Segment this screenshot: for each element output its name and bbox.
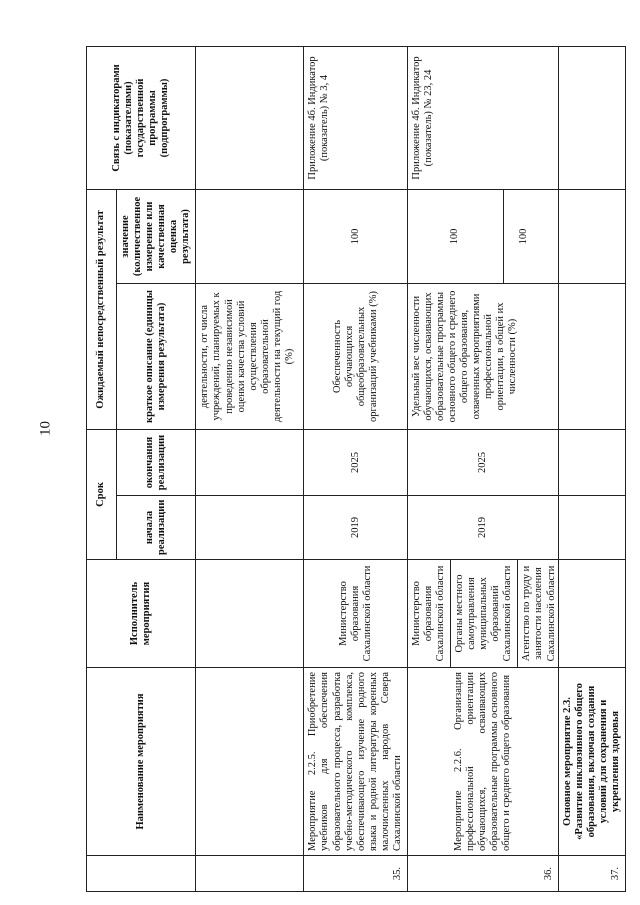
row-value — [558, 189, 625, 283]
executor-local-authorities: Органы местного самоуправления муниципальных образований Сахалинской области — [450, 560, 514, 667]
row-end — [196, 429, 304, 495]
row-name: Мероприятие 2.2.6. Организация профессиональной ориентации обучающихся, осваивающих образовательные программы основного общего и среднего общего образования — [407, 668, 558, 856]
table-row — [558, 46, 625, 891]
row-desc — [558, 283, 625, 429]
header-value: значение (количественное измерение или качественная оценка результата) — [117, 189, 196, 283]
header-short-desc: краткое описание (единицы измерения результата) — [117, 283, 196, 429]
header-expected: Ожидаемый непосредственный результат — [87, 189, 117, 429]
row-end — [558, 429, 625, 495]
header-link: Связь с индикаторами (показателями) государственной программы (подпрограммы) — [87, 46, 196, 189]
row-executor — [558, 560, 625, 668]
row-name: Основное мероприятие 2.3. «Развитие инклюзивного общего образования, включая создания условий для сохранения и укрепления здоровья — [558, 668, 625, 856]
row-value — [407, 189, 558, 283]
header-num-col — [87, 856, 196, 892]
row-link: Приложение 4б. Индикатор (показатель) № 23, 24 — [407, 46, 558, 189]
value-main: 100 — [449, 228, 461, 245]
header-term: Срок — [87, 429, 117, 559]
rotated-table-container — [86, 47, 621, 892]
executor-labor-agency: Агентство по труду и занятости населения Сахалинской области — [517, 560, 557, 667]
table-row — [196, 46, 304, 891]
row-executor — [407, 560, 558, 668]
row-link — [558, 46, 625, 189]
row-start: 2019 — [407, 496, 558, 560]
executor-ministry: Министерство образования Сахалинской области — [410, 565, 446, 662]
row-start — [196, 496, 304, 560]
header-term-end: окончания реализации — [117, 429, 196, 495]
row-link: Приложение 4б. Индикатор (показатель) № 3, 4 — [304, 46, 408, 189]
row-num: 35. — [304, 856, 408, 892]
header-executor: Исполнитель мероприятия — [87, 560, 196, 668]
header-term-start: начала реализации — [117, 496, 196, 560]
table-row — [304, 46, 408, 891]
row-name: Мероприятие 2.2.5. Приобретение учебников для обеспечения образовательного процесса, разработка учебно-методического комплекса, обеспечивающего изучение родного языка и родной литературы коренных малочисленных народов Севера Сахалинской области — [304, 668, 408, 856]
row-desc: Обеспеченность обучающихся общеобразовательных организаций учебниками (%) — [304, 283, 408, 429]
measures-table — [86, 46, 626, 892]
row-num — [196, 856, 304, 892]
row-num: 37. — [558, 856, 625, 892]
document-table-area — [86, 47, 621, 892]
row-executor — [196, 560, 304, 668]
row-name — [196, 668, 304, 856]
row-start: 2019 — [304, 496, 408, 560]
value-secondary: 100 — [503, 190, 544, 283]
row-value: 100 — [304, 189, 408, 283]
row-desc: деятельности, от числа учреждений, планируемых к проведению независимой оценки качества условий осуществления образовательной деятельности на текущий год (%) — [196, 283, 304, 429]
table-row — [407, 46, 558, 891]
row-end: 2025 — [304, 429, 408, 495]
row-desc: Удельный вес численности обучающихся, осваивающих образовательные программы основного общего и среднего общего образования, охваченных мероприятиями профессиональной ориентации, в общей их численности (%) — [407, 283, 558, 429]
page-number: 10 — [37, 421, 54, 436]
row-link — [196, 46, 304, 189]
row-start — [558, 496, 625, 560]
row-end: 2025 — [407, 429, 558, 495]
header-name: Наименование мероприятия — [87, 668, 196, 856]
row-num: 36. — [407, 856, 558, 892]
row-value — [196, 189, 304, 283]
row-executor: Министерство образования Сахалинской области — [304, 560, 408, 668]
